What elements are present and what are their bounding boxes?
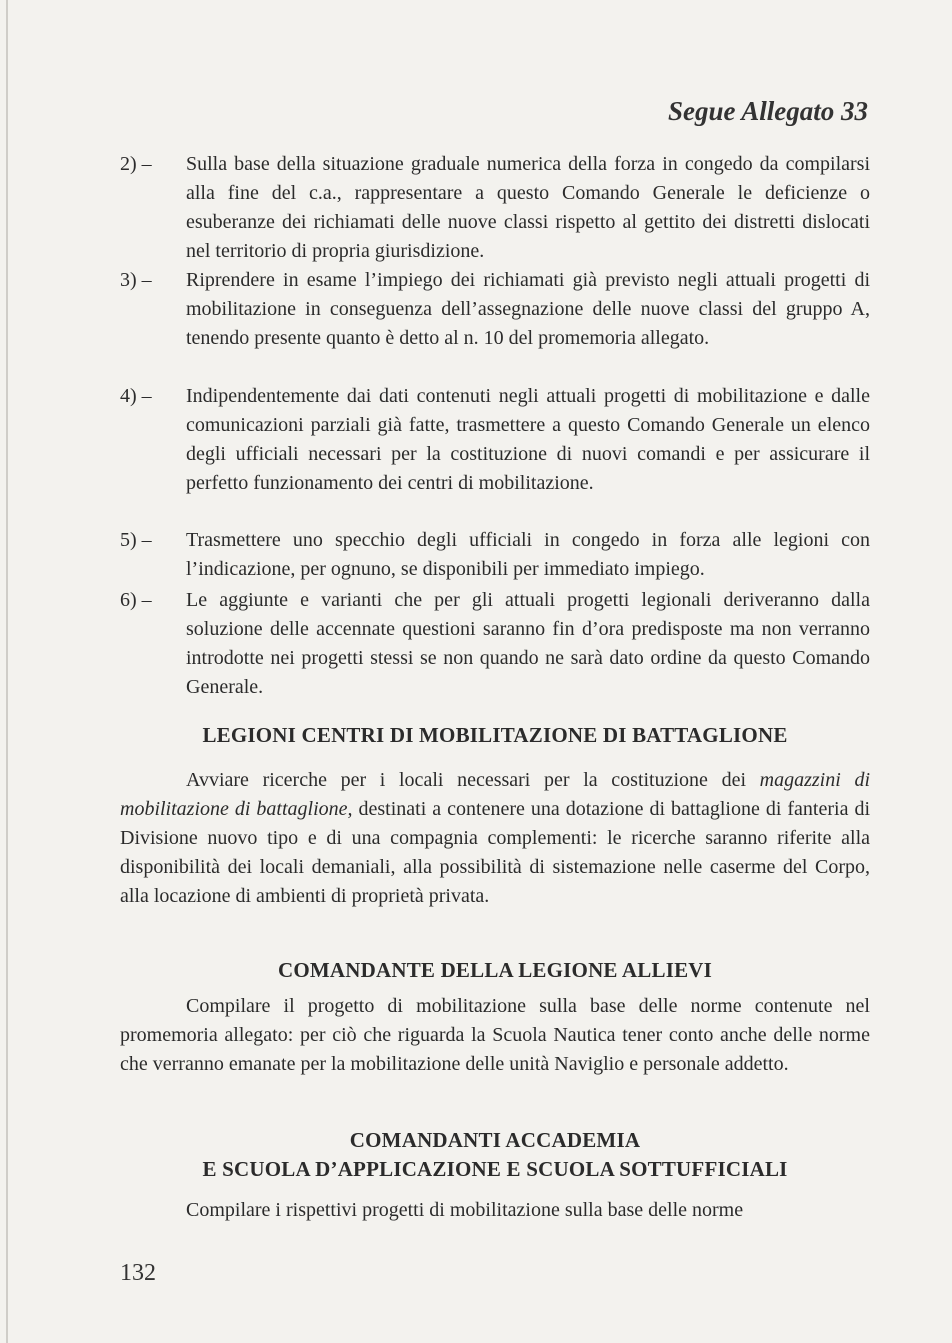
item-number: 5) – — [120, 529, 152, 551]
section-paragraph: Compilare i rispettivi progetti di mobilitazione sulla base delle norme — [186, 1199, 744, 1221]
paragraph-text: destinati a contenere una dotazione di battaglione di fanteria di Divisione nuovo tipo e di una compagnia complementi: le ricerche saranno riferite alla disponibilità dei locali demaniali, alla possibilità di sistemazione nelle caserme del Corpo, alla locazione di ambienti di proprietà privata. — [120, 798, 871, 907]
section-paragraph — [120, 766, 870, 911]
item-number: 4) – — [120, 385, 152, 407]
section-heading: LEGIONI CENTRI DI MOBILITAZIONE DI BATTAGLIONE — [202, 723, 788, 747]
list-item — [120, 586, 870, 702]
item-text: Le aggiunte e varianti che per gli attuali progetti legionali deriveranno dalla soluzione delle accennate questioni saranno fin d’ora predisposte ma non verranno introdotte nei progetti stessi se non quando ne sarà dato ordine da questo Comando Generale. — [186, 589, 870, 698]
item-number: 6) – — [120, 589, 152, 611]
item-number: 3) – — [120, 269, 152, 291]
scan-edge-line — [6, 0, 8, 1343]
list-item — [120, 150, 870, 266]
item-text: Sulla base della situazione graduale numerica della forza in congedo da compilarsi alla fine del c.a., rappresentare a questo Comando Generale le deficienze o esuberanze dei richiamati delle nuove classi rispetto al gettito dei distretti dislocati nel territorio di propria giurisdizione. — [186, 153, 870, 262]
list-item — [120, 266, 870, 353]
list-item — [120, 382, 870, 498]
running-head: Segue Allegato 33 — [668, 96, 868, 126]
section-heading: COMANDANTE DELLA LEGIONE ALLIEVI — [277, 958, 713, 982]
page-number: 132 — [120, 1260, 156, 1286]
section-paragraph: Compilare il progetto di mobilitazione sulla base delle norme contenute nel promemoria allegato: per ciò che riguarda la Scuola Nautica tener conto anche delle norme che verranno emanate per la mobilitazione delle unità Naviglio e personale addetto. — [120, 995, 870, 1075]
list-item — [120, 526, 870, 584]
paragraph-text: Avviare ricerche per i locali necessari per la costituzione dei — [186, 769, 760, 791]
section-heading-line2: E SCUOLA D’APPLICAZIONE E SCUOLA SOTTUFFICIALI — [202, 1157, 788, 1181]
item-text: Riprendere in esame l’impiego dei richiamati già previsto negli attuali progetti di mobilitazione in conseguenza dell’assegnazione delle nuove classi del gruppo A, tenendo presente quanto è detto al n. 10 del promemoria allegato. — [186, 269, 870, 349]
item-text: Trasmettere uno specchio degli ufficiali in congedo in forza alle legioni con l’indicazione, per ognuno, se disponibili per immediato impiego. — [186, 529, 870, 580]
paragraph-italic-text: magazzini di mobilitazione di battaglione, — [120, 769, 871, 820]
section-heading: COMANDANTI ACCADEMIA — [349, 1128, 641, 1152]
item-text: Indipendentemente dai dati contenuti negli attuali progetti di mobilitazione e dalle comunicazioni parziali già fatte, trasmettere a questo Comando Generale un elenco degli ufficiali necessari per la costituzione di nuovi comandi e per assicurare il perfetto funzionamento dei centri di mobilitazione. — [186, 385, 870, 494]
item-number: 2) – — [120, 153, 152, 175]
